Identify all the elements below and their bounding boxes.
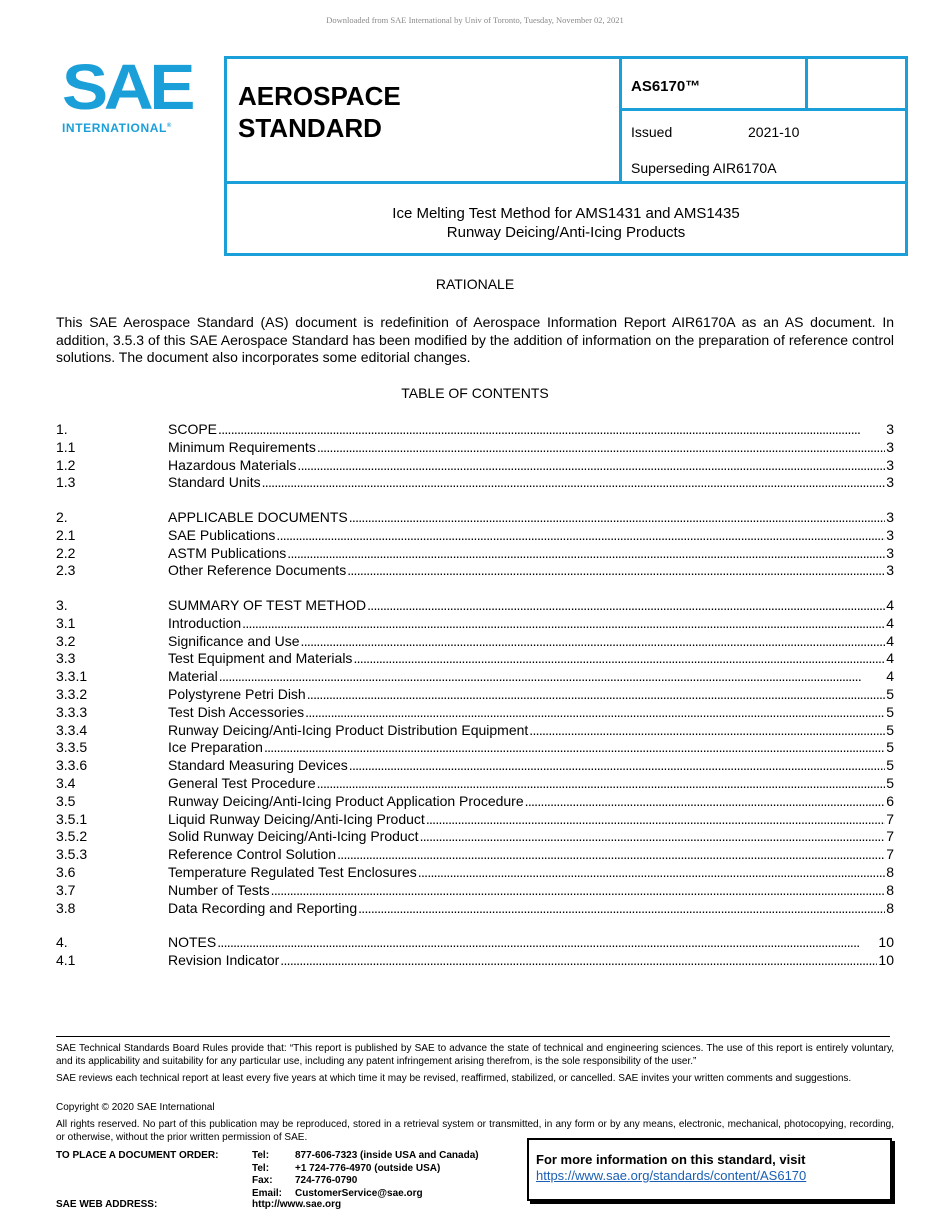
toc-entry-title: SUMMARY OF TEST METHOD — [168, 596, 367, 613]
toc-entry-body — [168, 686, 894, 704]
toc-entry[interactable] — [56, 793, 894, 811]
toc-entry-number: 3.7 — [56, 881, 76, 898]
toc-leader-dots — [276, 527, 885, 545]
registered-mark-icon: ® — [166, 123, 172, 129]
toc-entry-page: 3 — [886, 474, 894, 491]
order-row-fax — [56, 1175, 516, 1188]
toc-entry-page: 4 — [886, 614, 894, 631]
board-rules-notice: SAE Technical Standards Board Rules provide that: “This report is published by SAE to advance the state of technical and engineering sciences. The use of this report is entirely voluntary, and its applicability and suitability for any particular use, including any patent infringement arising therefrom, is the sole responsibility of the user.” — [56, 1043, 894, 1067]
toc-entry-title: Standard Units — [168, 474, 261, 491]
toc-entry-body — [168, 934, 894, 952]
toc-leader-dots — [426, 811, 885, 829]
toc-entry[interactable] — [56, 864, 894, 882]
toc-leader-dots — [242, 615, 885, 633]
toc-entry[interactable] — [56, 439, 894, 457]
toc-entry-body — [168, 704, 894, 722]
email-label: Email: — [252, 1187, 283, 1199]
toc-entry-body — [168, 457, 894, 475]
toc-entry[interactable] — [56, 527, 894, 545]
toc-leader-dots — [317, 775, 886, 793]
toc-entry-body — [168, 952, 894, 970]
toc-entry-title: Solid Runway Deicing/Anti-Icing Product — [168, 828, 419, 845]
email-address: CustomerService@sae.org — [295, 1187, 423, 1199]
toc-entry-page: 7 — [886, 810, 894, 827]
toc-entry-title: Data Recording and Reporting — [168, 899, 358, 916]
toc-entry-page: 6 — [886, 792, 894, 809]
toc-entry-body — [168, 739, 894, 757]
toc-entry-body — [168, 757, 894, 775]
tel-inside-usa: 877-606-7323 (inside USA and Canada) — [295, 1150, 479, 1161]
toc-entry-page: 5 — [886, 774, 894, 791]
toc-entry[interactable] — [56, 509, 894, 527]
toc-entry-number: 4. — [56, 934, 68, 951]
sae-logo — [62, 51, 192, 135]
toc-entry-number: 3.8 — [56, 899, 76, 916]
toc-entry-number: 3.3.5 — [56, 739, 88, 756]
toc-entry-title: Liquid Runway Deicing/Anti-Icing Product — [168, 810, 425, 827]
toc-leader-dots — [525, 793, 886, 811]
toc-entry-page: 5 — [886, 739, 894, 756]
toc-entry-page: 4 — [886, 650, 894, 667]
toc-entry[interactable] — [56, 615, 894, 633]
toc-entry[interactable] — [56, 686, 894, 704]
toc-entry-page: 10 — [878, 934, 894, 951]
toc-entry[interactable] — [56, 704, 894, 722]
toc-entry-number: 1.3 — [56, 474, 76, 491]
empty-cell — [808, 59, 905, 111]
toc-leader-dots — [271, 882, 886, 900]
issue-info — [622, 111, 905, 184]
review-notice: SAE reviews each technical report at least every five years at which time it may be revised, reaffirmed, stabilized, or cancelled. SAE invites your written comments and suggestions. — [56, 1073, 852, 1084]
toc-entry-body — [168, 527, 894, 545]
toc-entry-body — [168, 597, 894, 615]
toc-entry-page: 3 — [886, 526, 894, 543]
toc-entry-page: 3 — [886, 456, 894, 473]
toc-leader-dots — [529, 722, 885, 740]
fax-number: 724-776-0790 — [295, 1175, 358, 1186]
table-of-contents — [56, 421, 894, 970]
more-info-box — [527, 1138, 892, 1201]
document-title-line-2: Runway Deicing/Anti-Icing Products — [446, 224, 686, 241]
superseding-note: Superseding AIR6170A — [631, 160, 777, 176]
logo-subtitle — [62, 121, 192, 135]
toc-entry-title: Test Equipment and Materials — [168, 650, 353, 667]
toc-entry-title: Introduction — [168, 614, 242, 631]
toc-entry[interactable] — [56, 474, 894, 492]
toc-entry-body — [168, 900, 894, 918]
category-title — [238, 80, 401, 144]
toc-entry[interactable] — [56, 775, 894, 793]
document-id: AS6170™ — [631, 78, 701, 95]
toc-entry[interactable] — [56, 421, 894, 439]
toc-entry-page: 10 — [878, 951, 894, 968]
toc-entry-body — [168, 509, 894, 527]
toc-entry-title: ASTM Publications — [168, 544, 287, 561]
toc-entry-number: 3.5 — [56, 792, 76, 809]
toc-entry-number: 3.3.3 — [56, 703, 88, 720]
toc-entry-title: NOTES — [168, 934, 217, 951]
web-address-link[interactable]: http://www.sae.org — [252, 1199, 342, 1210]
toc-entry-body — [168, 846, 894, 864]
document-category — [227, 59, 622, 184]
toc-entry-title: APPLICABLE DOCUMENTS — [168, 508, 348, 525]
toc-entry-number: 3.3.4 — [56, 721, 88, 738]
toc-entry-number: 3.3 — [56, 650, 76, 667]
toc-entry-page: 8 — [886, 899, 894, 916]
web-address-label: SAE WEB ADDRESS: — [56, 1199, 158, 1210]
toc-entry-number: 2.1 — [56, 526, 76, 543]
toc-entry-number: 3.1 — [56, 614, 76, 631]
toc-entry-page: 3 — [886, 421, 894, 437]
toc-leader-dots — [217, 934, 877, 952]
toc-leader-dots — [420, 828, 886, 846]
toc-entry-page: 7 — [886, 828, 894, 845]
toc-leader-dots — [301, 633, 886, 651]
toc-entry-page: 4 — [886, 668, 894, 685]
toc-entry-page: 8 — [886, 863, 894, 880]
toc-heading: TABLE OF CONTENTS — [401, 385, 549, 401]
toc-entry-number: 3.3.6 — [56, 757, 88, 774]
toc-entry-body — [168, 545, 894, 563]
toc-entry-page: 5 — [886, 685, 894, 702]
toc-entry-title: Minimum Requirements — [168, 438, 316, 455]
toc-entry-page: 3 — [886, 438, 894, 455]
toc-entry[interactable] — [56, 722, 894, 740]
order-info — [56, 1150, 516, 1200]
toc-entry-title: Revision Indicator — [168, 951, 280, 968]
toc-entry-number: 3.3.2 — [56, 685, 88, 702]
toc-entry-page: 7 — [886, 846, 894, 863]
toc-entry-page: 3 — [886, 508, 894, 525]
toc-entry-body — [168, 828, 894, 846]
document-id-cell — [622, 59, 808, 111]
toc-entry-title: Temperature Regulated Test Enclosures — [168, 863, 417, 880]
more-info-title: For more information on this standard, visit — [536, 1152, 806, 1167]
tel-label: Tel: — [252, 1150, 270, 1161]
toc-entry-page: 3 — [886, 562, 894, 579]
toc-leader-dots — [307, 686, 885, 704]
toc-entry-page: 3 — [886, 544, 894, 561]
toc-entry-number: 3.5.3 — [56, 846, 88, 863]
toc-entry-body — [168, 864, 894, 882]
toc-leader-dots — [349, 757, 885, 775]
toc-entry[interactable] — [56, 633, 894, 651]
toc-leader-dots — [367, 597, 885, 615]
toc-entry-title: Other Reference Documents — [168, 562, 347, 579]
toc-entry-body — [168, 474, 894, 492]
toc-entry-number: 2.2 — [56, 544, 76, 561]
toc-leader-dots — [358, 900, 885, 918]
toc-entry-body — [168, 775, 894, 793]
toc-entry-number: 1. — [56, 421, 68, 437]
toc-leader-dots — [418, 864, 885, 882]
toc-entry[interactable] — [56, 882, 894, 900]
order-label: TO PLACE A DOCUMENT ORDER: — [56, 1150, 219, 1161]
toc-leader-dots — [353, 650, 885, 668]
toc-entry-body — [168, 633, 894, 651]
toc-entry[interactable] — [56, 562, 894, 580]
toc-entry-number: 3.5.2 — [56, 828, 88, 845]
logo-wordmark: SAE — [62, 51, 192, 123]
rationale-heading: RATIONALE — [435, 276, 515, 292]
toc-entry[interactable] — [56, 457, 894, 475]
toc-entry-body — [168, 421, 894, 439]
toc-entry-title: Ice Preparation — [168, 739, 263, 756]
toc-leader-dots — [347, 562, 885, 580]
toc-entry-title: SAE Publications — [168, 526, 276, 543]
toc-entry-page: 4 — [886, 596, 894, 613]
toc-entry-body — [168, 882, 894, 900]
toc-entry-number: 3.6 — [56, 863, 76, 880]
toc-entry-title: Runway Deicing/Anti-Icing Product Application Procedure — [168, 792, 524, 809]
issued-label: Issued — [631, 124, 673, 140]
toc-entry-number: 3.2 — [56, 632, 76, 649]
download-notice: Downloaded from SAE International by Univ of Toronto, Tuesday, November 02, 2021 — [326, 15, 624, 25]
toc-leader-dots — [305, 704, 885, 722]
rationale-text: This SAE Aerospace Standard (AS) document is redefinition of Aerospace Information Report AIR6170A as an AS document. In addition, 3.5.3 of this SAE Aerospace Standard has been modified by the addition of information on the preparation of reference control solutions. The document also incorporates some editorial changes. — [56, 314, 894, 365]
toc-leader-dots — [317, 439, 885, 457]
toc-entry-number: 3.3.1 — [56, 668, 88, 685]
toc-entry-title: Runway Deicing/Anti-Icing Product Distribution Equipment — [168, 721, 529, 738]
toc-entry-number: 3. — [56, 596, 68, 613]
fax-label: Fax: — [252, 1175, 273, 1186]
toc-entry-title: Reference Control Solution — [168, 846, 337, 863]
toc-entry-body — [168, 668, 894, 686]
toc-entry-title: General Test Procedure — [168, 774, 316, 791]
toc-entry-body — [168, 722, 894, 740]
toc-entry[interactable] — [56, 597, 894, 615]
document-title-line-1: Ice Melting Test Method for AMS1431 and AMS1435 — [392, 205, 740, 222]
toc-entry-number: 3.5.1 — [56, 810, 88, 827]
toc-entry-number: 1.1 — [56, 438, 76, 455]
toc-entry-body — [168, 793, 894, 811]
toc-entry[interactable] — [56, 934, 894, 952]
standard-link[interactable]: https://www.sae.org/standards/content/AS6170 — [536, 1168, 807, 1183]
footer-divider — [56, 1036, 890, 1037]
toc-entry-title: Significance and Use — [168, 632, 300, 649]
toc-leader-dots — [297, 457, 885, 475]
toc-entry-body — [168, 650, 894, 668]
toc-entry-title: Test Dish Accessories — [168, 703, 305, 720]
toc-entry-number: 3.4 — [56, 774, 76, 791]
toc-entry[interactable] — [56, 545, 894, 563]
toc-leader-dots — [280, 952, 877, 970]
toc-entry[interactable] — [56, 757, 894, 775]
toc-entry-number: 1.2 — [56, 456, 76, 473]
web-address-line — [56, 1199, 516, 1212]
toc-entry-page: 4 — [886, 632, 894, 649]
toc-leader-dots — [287, 545, 885, 563]
web-address-row — [56, 1199, 516, 1212]
toc-entry-title: SCOPE — [168, 421, 218, 437]
rights-notice: All rights reserved. No part of this publication may be reproduced, stored in a retrieval system or transmitted, in any form or by any means, electronic, mechanical, photocopying, recording, or otherwise, without the prior written permission of SAE. — [56, 1119, 894, 1143]
toc-leader-dots — [337, 846, 885, 864]
order-row-tel2 — [56, 1163, 516, 1176]
toc-entry[interactable] — [56, 900, 894, 918]
toc-entry-body — [168, 615, 894, 633]
logo-subtitle-text: INTERNATIONAL — [62, 121, 167, 135]
toc-entry-body — [168, 562, 894, 580]
toc-entry[interactable] — [56, 739, 894, 757]
toc-entry-title: Material — [168, 668, 218, 685]
issued-date: 2021-10 — [748, 124, 800, 140]
toc-entry-number: 2.3 — [56, 562, 76, 579]
toc-entry-page: 5 — [886, 721, 894, 738]
category-line-2: STANDARD — [238, 113, 382, 143]
toc-entry-title: Hazardous Materials — [168, 456, 297, 473]
toc-entry[interactable] — [56, 828, 894, 846]
toc-entry-number: 4.1 — [56, 951, 76, 968]
tel-outside-usa: +1 724-776-4970 (outside USA) — [295, 1162, 441, 1174]
toc-entry-number: 2. — [56, 508, 68, 525]
toc-entry-body — [168, 811, 894, 829]
toc-entry-title: Polystyrene Petri Dish — [168, 685, 306, 702]
order-row-tel1 — [56, 1150, 516, 1163]
toc-entry[interactable] — [56, 668, 894, 686]
tel-label: Tel: — [252, 1162, 270, 1174]
toc-entry[interactable] — [56, 952, 894, 970]
document-title — [227, 184, 905, 253]
toc-leader-dots — [218, 421, 885, 439]
category-line-1: AEROSPACE — [238, 81, 401, 111]
toc-leader-dots — [262, 474, 886, 492]
toc-entry-page: 5 — [886, 757, 894, 774]
toc-entry-page: 5 — [886, 703, 894, 720]
toc-entry[interactable] — [56, 846, 894, 864]
toc-leader-dots — [219, 668, 885, 686]
toc-entry-body — [168, 439, 894, 457]
toc-leader-dots — [264, 739, 885, 757]
toc-entry-title: Standard Measuring Devices — [168, 757, 348, 774]
header-box — [224, 56, 908, 256]
toc-entry-title: Number of Tests — [168, 881, 270, 898]
toc-entry[interactable] — [56, 650, 894, 668]
toc-entry[interactable] — [56, 811, 894, 829]
toc-entry-page: 8 — [886, 881, 894, 898]
copyright-notice: Copyright © 2020 SAE International — [56, 1102, 215, 1113]
toc-leader-dots — [349, 509, 885, 527]
